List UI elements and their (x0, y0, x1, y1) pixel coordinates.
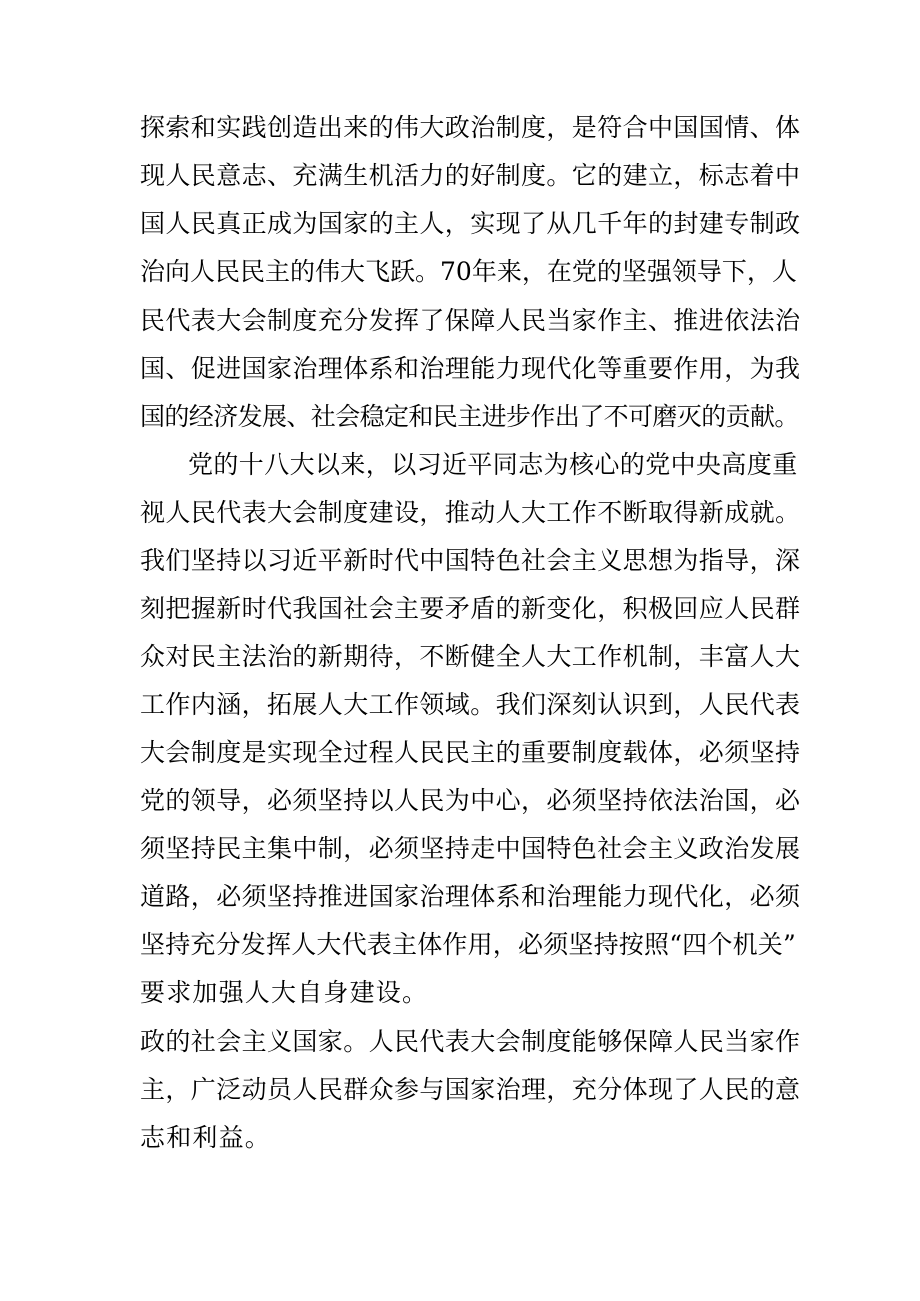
text-line: 现人民意志、充满生机活力的好制度。它的建立，标志着中 (140, 161, 801, 190)
text-line: 坚持充分发挥人大代表主体作用，必须坚持按照“四个机关” (140, 930, 796, 959)
text-line: 刻把握新时代我国社会主要矛盾的新变化，积极回应人民群 (140, 594, 801, 623)
text-line: 国、促进国家治理体系和治理能力现代化等重要作用，为我 (140, 354, 801, 383)
text-line: 我们坚持以习近平新时代中国特色社会主义思想为指导，深 (140, 546, 801, 575)
paragraph-first-line: 党的十八大以来，以习近平同志为核心的党中央高度重 (188, 450, 798, 479)
text-line: 国人民真正成为国家的主人，实现了从几千年的封建专制政 (140, 209, 801, 238)
text-line: 工作内涵，拓展人大工作领域。我们深刻认识到，人民代表 (140, 690, 801, 719)
text-line: 党的领导，必须坚持以人民为中心，必须坚持依法治国，必 (140, 786, 801, 815)
text-line: 众对民主法治的新期待，不断健全人大工作机制，丰富人大 (140, 642, 801, 671)
text-line: 政的社会主义国家。人民代表大会制度能够保障人民当家作 (140, 1027, 801, 1056)
text-line: 志和利益。 (140, 1123, 272, 1152)
text-line: 民代表大会制度充分发挥了保障人民当家作主、推进依法治 (140, 306, 801, 335)
text-line: 大会制度是实现全过程人民民主的重要制度载体，必须坚持 (140, 738, 801, 767)
text-line: 探索和实践创造出来的伟大政治制度，是符合中国国情、体 (140, 113, 801, 142)
text-line: 治向人民民主的伟大飞跃。70年来，在党的坚强领导下，人 (140, 257, 797, 286)
text-line: 须坚持民主集中制，必须坚持走中国特色社会主义政治发展 (140, 834, 801, 863)
text-line: 道路，必须坚持推进国家治理体系和治理能力现代化，必须 (140, 882, 801, 911)
text-line: 主，广泛动员人民群众参与国家治理，充分体现了人民的意 (140, 1075, 801, 1104)
text-line: 视人民代表大会制度建设，推动人大工作不断取得新成就。 (140, 498, 801, 527)
text-line: 国的经济发展、社会稳定和民主进步作出了不可磨灭的贡献。 (140, 402, 799, 431)
text-line: 要求加强人大自身建设。 (140, 978, 429, 1007)
